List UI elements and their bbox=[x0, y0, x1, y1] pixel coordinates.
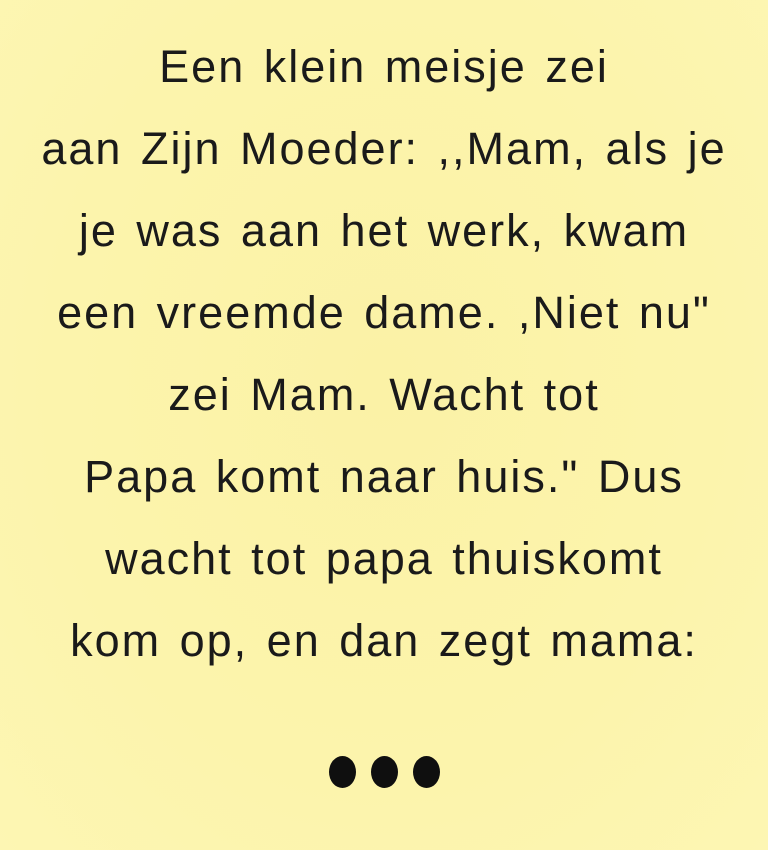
text-line: kom op, en dan zegt mama: bbox=[70, 615, 698, 666]
text-line: aan Zijn Moeder: ,,Mam, als je bbox=[41, 123, 727, 174]
text-line: Een klein meisje zei bbox=[159, 41, 609, 92]
ellipsis-dot-icon bbox=[413, 756, 440, 788]
text-line: een vreemde dame. ,Niet nu" bbox=[57, 287, 711, 338]
text-line: je was aan het werk, kwam bbox=[78, 205, 690, 256]
ellipsis-dot-icon bbox=[371, 756, 398, 788]
text-line: wacht tot papa thuiskomt bbox=[105, 533, 663, 584]
text-line: Papa komt naar huis." Dus bbox=[84, 451, 684, 502]
ellipsis-dots bbox=[0, 756, 768, 788]
ellipsis-dot-icon bbox=[329, 756, 356, 788]
text-line: zei Mam. Wacht tot bbox=[168, 369, 600, 420]
